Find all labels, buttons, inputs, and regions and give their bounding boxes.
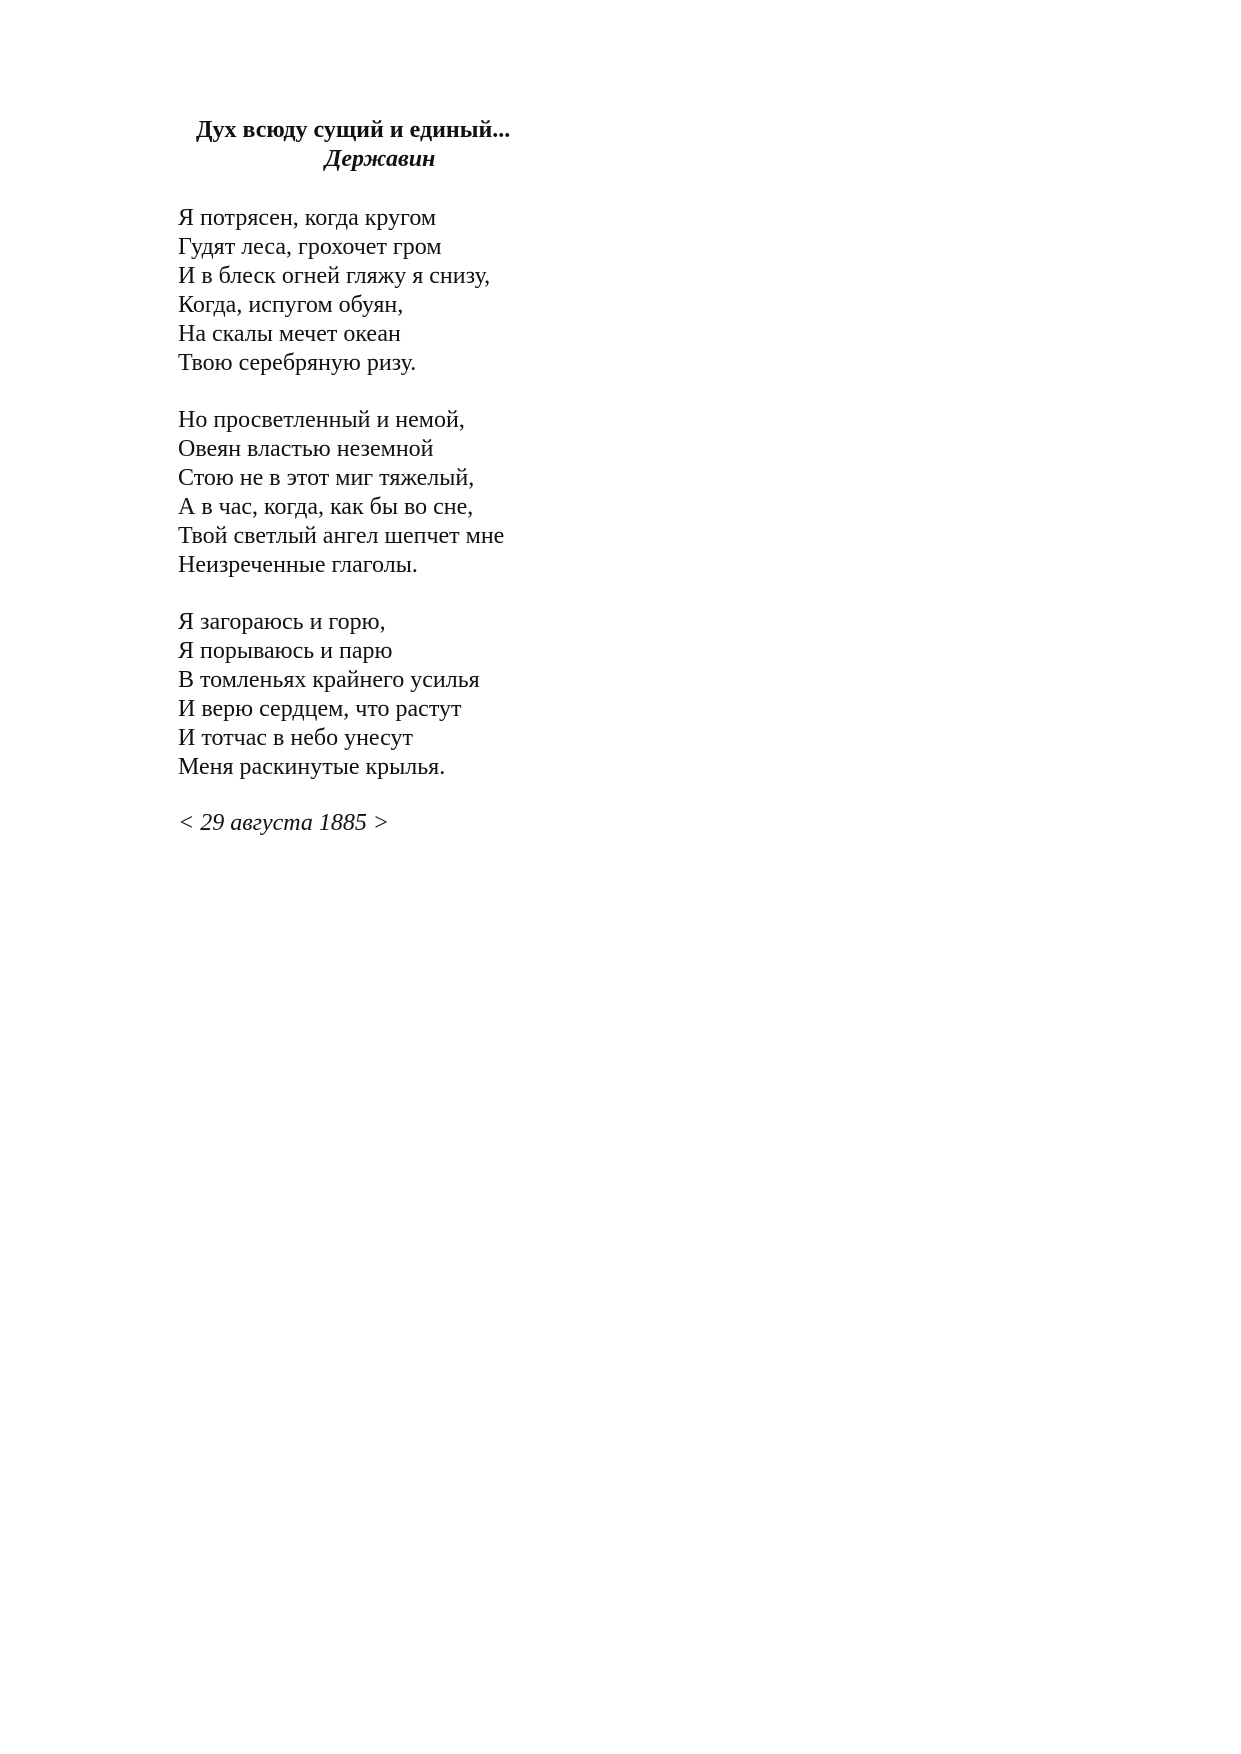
stanza-2	[178, 406, 878, 580]
poem-line: Твою серебряную ризу.	[178, 350, 417, 376]
poem-line: Когда, испугом обуян,	[178, 292, 404, 318]
poem-line: И в блеск огней гляжу я снизу,	[178, 263, 491, 289]
poem-line: Я потрясен, когда кругом	[178, 205, 437, 231]
poem-line: Я порываюсь и парю	[178, 638, 393, 664]
stanza-3	[178, 608, 878, 782]
poem-date: < 29 августа 1885 >	[178, 810, 390, 836]
epigraph-author: Державин	[325, 146, 436, 172]
poem-line: В томленьях крайнего усилья	[178, 667, 480, 693]
poem-line: И тотчас в небо унесут	[178, 725, 414, 751]
poem-line: Стою не в этот миг тяжелый,	[178, 465, 475, 491]
poem-body	[178, 204, 878, 810]
poem-line: Неизреченные глаголы.	[178, 552, 418, 578]
poem-line: Твой светлый ангел шепчет мне	[178, 523, 505, 549]
poem-line: А в час, когда, как бы во сне,	[178, 494, 474, 520]
poem-line: Гудят леса, грохочет гром	[178, 234, 442, 260]
poem-line: И верю сердцем, что растут	[178, 696, 462, 722]
poem-line: Меня раскинутые крылья.	[178, 754, 446, 780]
poem-line: Но просветленный и немой,	[178, 407, 465, 433]
poem-line: Овеян властью неземной	[178, 436, 434, 462]
poem-line: Я загораюсь и горю,	[178, 609, 386, 635]
poem-line: На скалы мечет океан	[178, 321, 401, 347]
poem-title: Дух всюду сущий и единый...	[196, 117, 511, 143]
stanza-1	[178, 204, 878, 378]
